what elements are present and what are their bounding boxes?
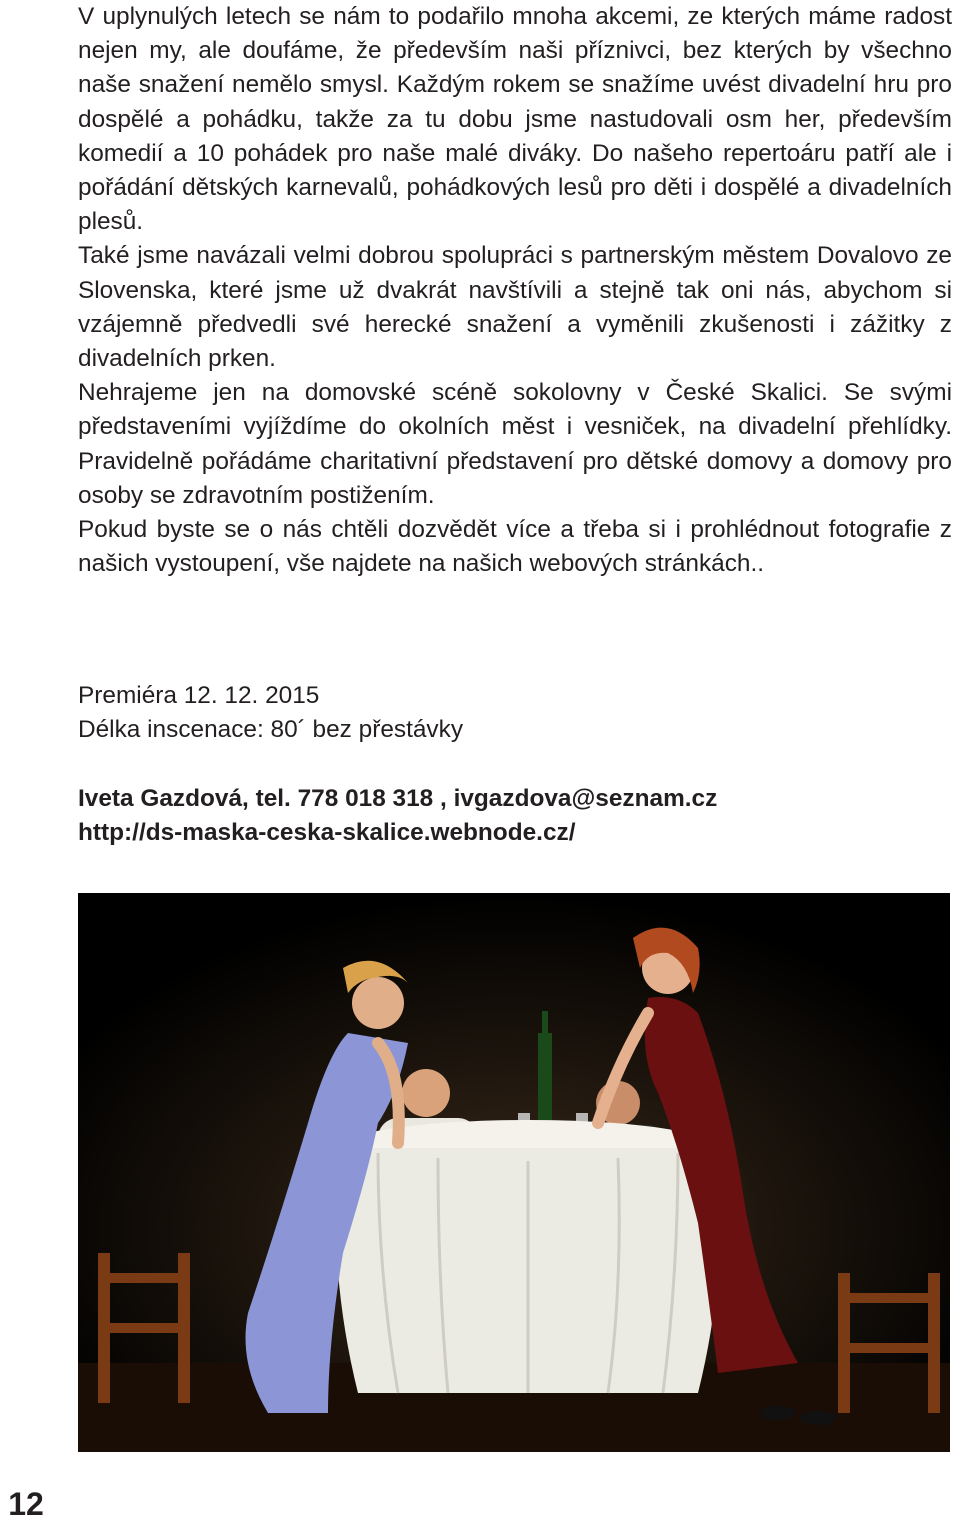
website-link[interactable]: http://ds-maska-ceska-skalice.webnode.cz/ — [78, 819, 576, 847]
paragraph-1: V uplynulých letech se nám to podařilo mnoha akcemi, ze kterých máme radost nejen my, ale doufáme, že především naši příznivci, bez kterých by všechno naše snažení nemělo smysl. Každým rokem se snažíme uvést divadelní hru pro dospělé a pohádku, takže za tu dobu jsme nastudovali osm her, především komedií a 10 pohádek pro naše malé diváky. Do našeho repertoáru patří ale i pořádání dětských karnevalů, pohádkových lesů pro děti i dospělé a divadelních plesů. — [78, 3, 952, 236]
body-text — [78, 0, 952, 581]
duration: Délka inscenace: 80´ bez přestávky — [78, 716, 464, 744]
page-number: 12 — [8, 1486, 44, 1522]
contact-info — [78, 782, 952, 850]
paragraph-2: Také jsme navázali velmi dobrou spolupráci s partnerským městem Dovalovo ze Slovenska, které jsme už dvakrát navštívili a stejně tak oni nás, abychom si vzájemně předvedli své herecké snažení a vyměnili zkušenosti i zážitky z divadelních prken. — [78, 242, 952, 373]
stage-photo — [78, 893, 950, 1452]
premiere-date: Premiéra 12. 12. 2015 — [78, 682, 320, 709]
contact-line: Iveta Gazdová, tel. 778 018 318 , ivgazdova@seznam.cz — [78, 785, 718, 812]
production-info — [78, 679, 952, 747]
stage-photo-illustration — [78, 893, 950, 1452]
paragraph-3: Nehrajeme jen na domovské scéně sokolovny v České Skalici. Se svými představeními vyjíždíme do okolních měst i vesniček, na divadelní přehlídky. Pravidelně pořádáme charitativní představení pro dětské domovy a domovy pro osoby se zdravotním postižením. — [78, 379, 952, 509]
paragraph-4: Pokud byste se o nás chtěli dozvědět více a třeba si i prohlédnout fotografie z našich vystoupení, vše najdete na našich webových stránkách.. — [78, 516, 952, 578]
